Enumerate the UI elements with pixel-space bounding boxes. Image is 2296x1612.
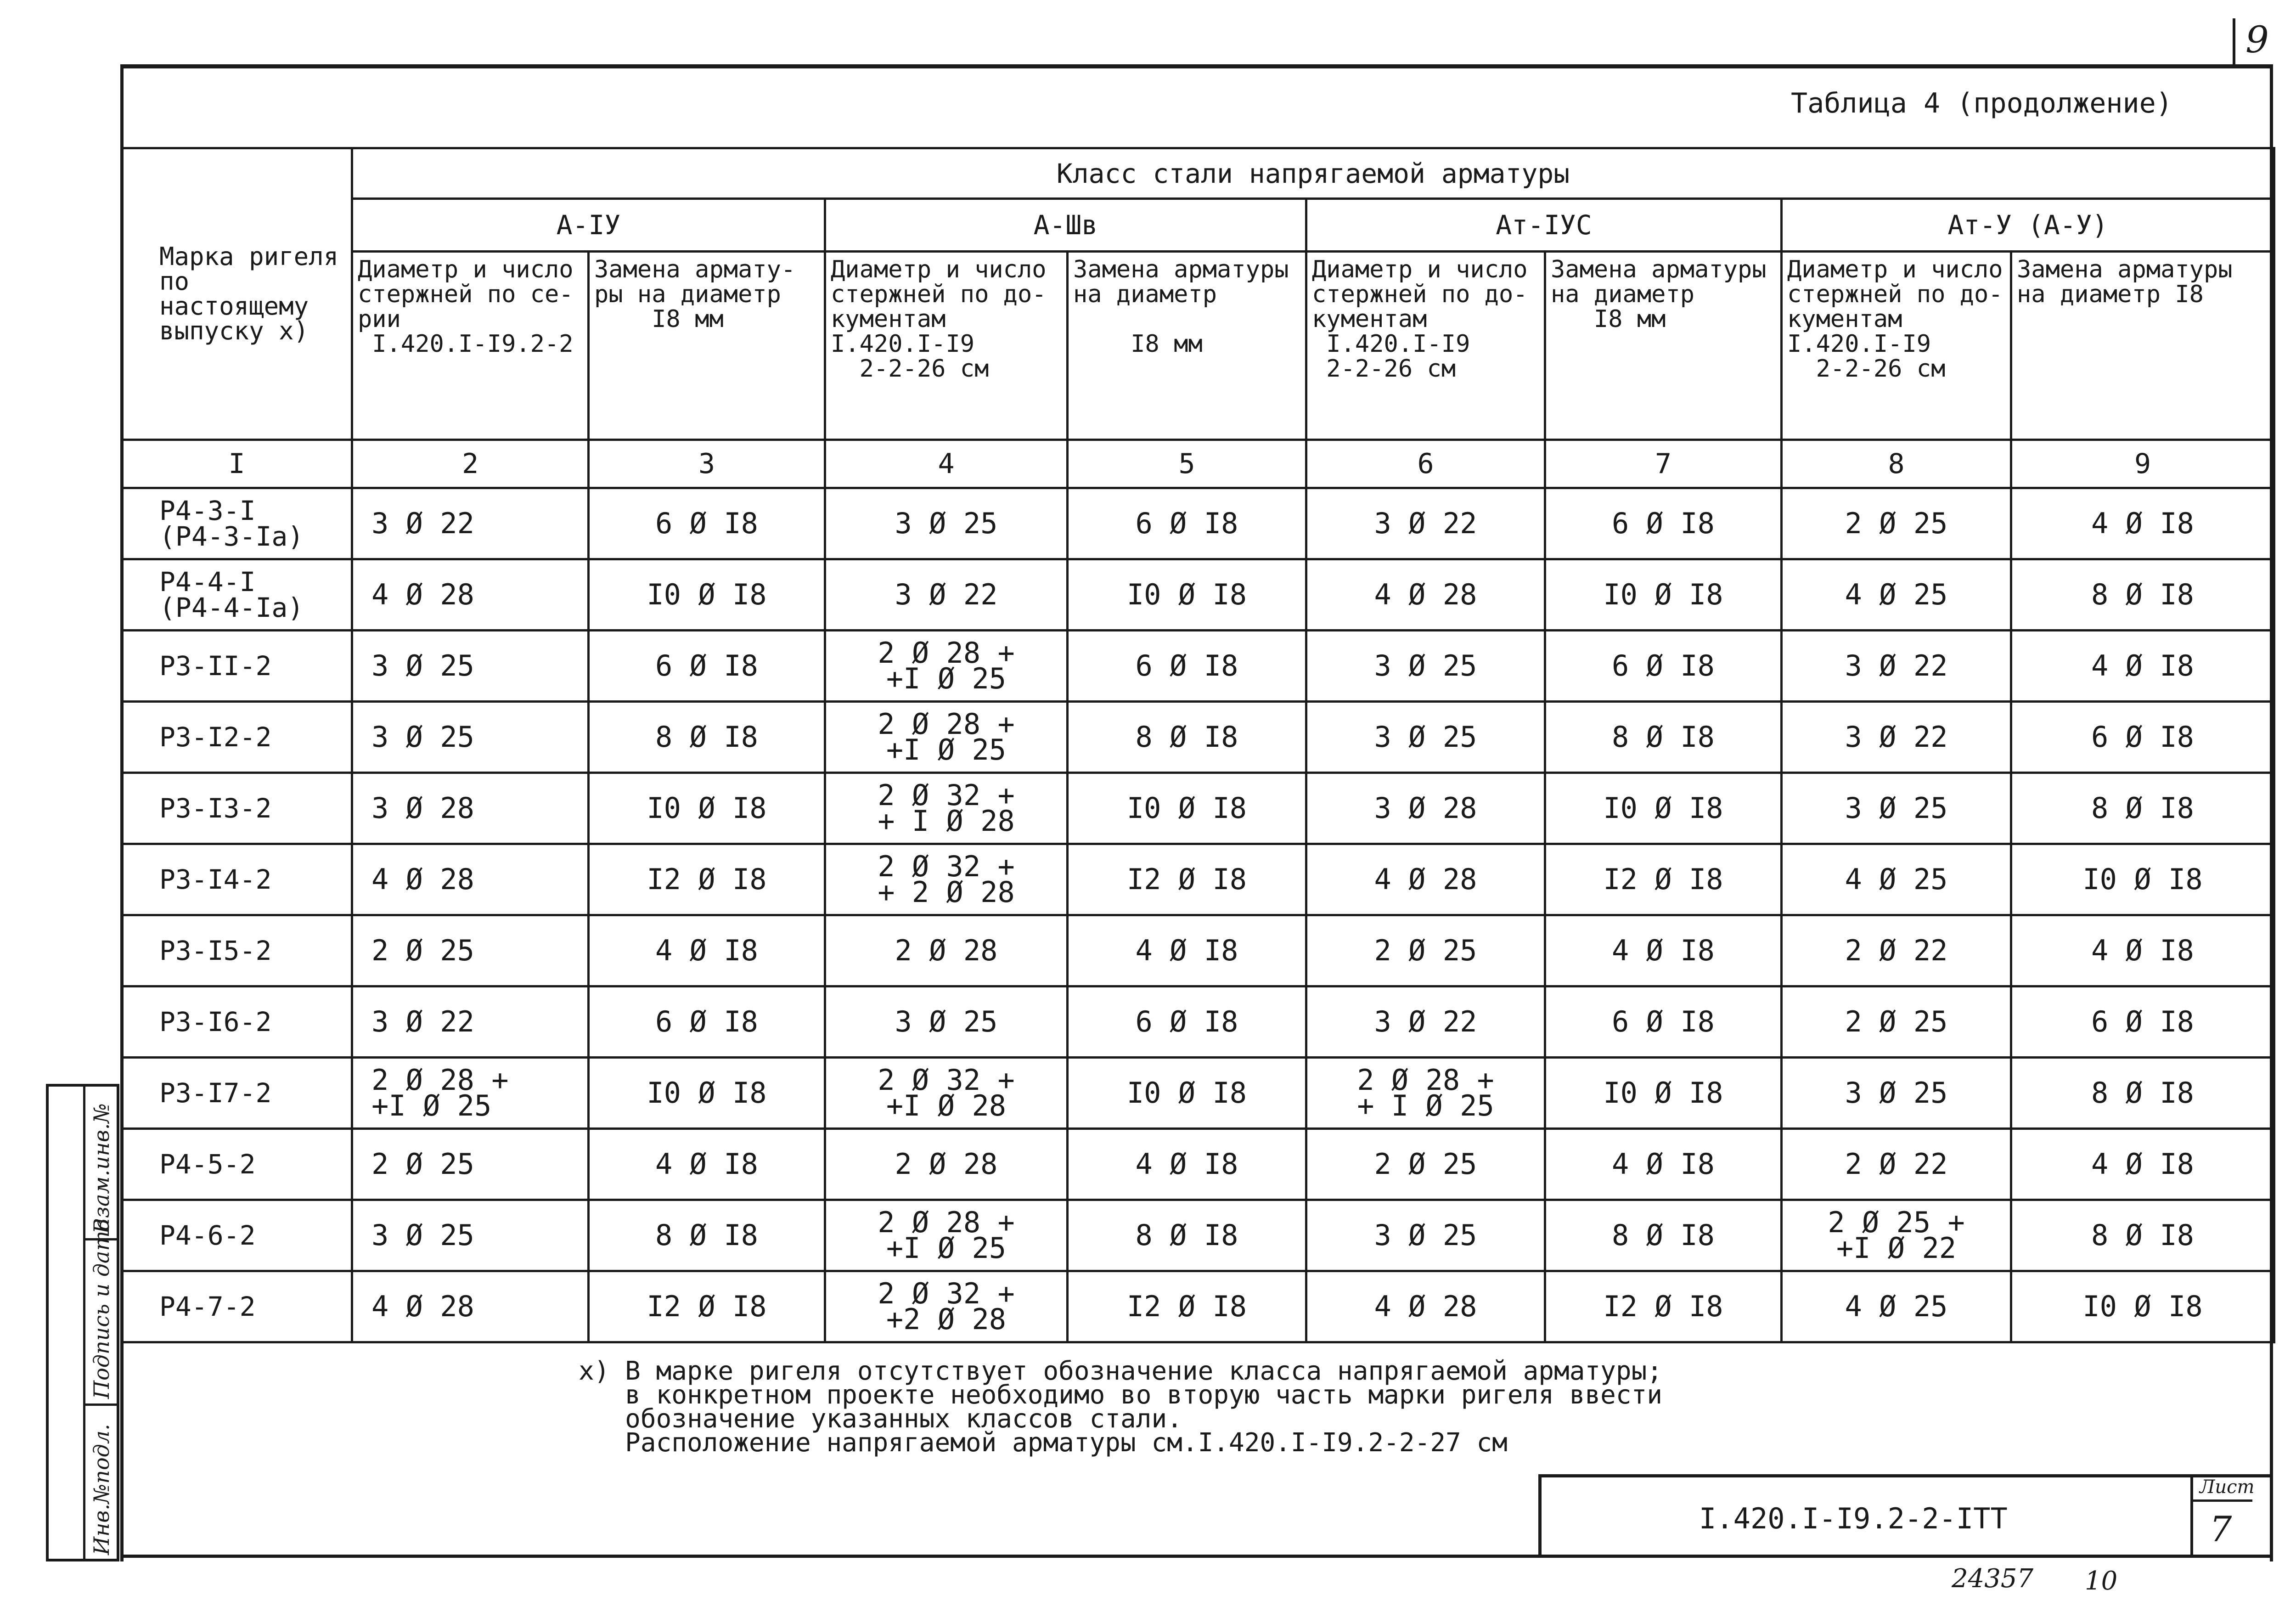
table-row bbox=[122, 915, 2274, 986]
table-cell: 2 Ø 25 bbox=[352, 1129, 589, 1200]
table-cell: I0 Ø I8 bbox=[589, 773, 825, 844]
table-cell: 2 Ø 25 bbox=[352, 915, 589, 986]
table-row bbox=[122, 1058, 2274, 1129]
row-mark: Р4-4-I (Р4-4-Iа) bbox=[122, 559, 352, 631]
table-cell: 3 Ø 28 bbox=[352, 773, 589, 844]
table-cell: 8 Ø I8 bbox=[1068, 1200, 1306, 1271]
table-cell: 6 Ø I8 bbox=[2011, 986, 2274, 1058]
table-cell: 4 Ø 25 bbox=[1782, 559, 2011, 631]
table-cell: 8 Ø I8 bbox=[2011, 773, 2274, 844]
table-cell: I2 Ø I8 bbox=[1068, 844, 1306, 915]
column-number: 7 bbox=[1545, 440, 1782, 488]
table-cell: 4 Ø 25 bbox=[1782, 1271, 2011, 1342]
table-cell: 2 Ø 25 bbox=[1306, 915, 1545, 986]
subheader-col-3: Замена армату- ры на диаметр I8 мм bbox=[589, 252, 825, 440]
table-cell: 3 Ø 22 bbox=[1306, 986, 1545, 1058]
row-mark: Р4-6-2 bbox=[122, 1200, 352, 1271]
table-row bbox=[122, 986, 2274, 1058]
table-cell: 3 Ø 22 bbox=[1306, 488, 1545, 559]
table-cell: 6 Ø I8 bbox=[589, 488, 825, 559]
table-cell: 2 Ø 28 + +I Ø 25 bbox=[825, 1200, 1068, 1271]
inv-no-label: Инв.№подл. bbox=[89, 1424, 114, 1555]
table-cell: 2 Ø 25 bbox=[1782, 986, 2011, 1058]
page-number-tick bbox=[2233, 18, 2235, 64]
table-cell: 3 Ø 22 bbox=[825, 559, 1068, 631]
table-cell: 3 Ø 22 bbox=[1782, 631, 2011, 702]
table-cell: 3 Ø 25 bbox=[1306, 702, 1545, 773]
side-stamp bbox=[46, 1084, 119, 1561]
subheader-col-8: Диаметр и число стержней по до- кументам I.420.I-I9 2-2-26 см bbox=[1782, 252, 2011, 440]
table-cell: 6 Ø I8 bbox=[1068, 631, 1306, 702]
replaced-inv-label: Взам.инв.№ bbox=[89, 1103, 114, 1234]
row-mark: Р3-II-2 bbox=[122, 631, 352, 702]
table-cell: 4 Ø 28 bbox=[1306, 844, 1545, 915]
steel-class-header: Класс стали напрягаемой арматуры bbox=[352, 148, 2274, 199]
table-cell: I0 Ø I8 bbox=[1068, 773, 1306, 844]
table-cell: 4 Ø I8 bbox=[1068, 1129, 1306, 1200]
row-mark: Р4-3-I (Р4-3-Iа) bbox=[122, 488, 352, 559]
table-cell: 2 Ø 32 + + 2 Ø 28 bbox=[825, 844, 1068, 915]
table-row bbox=[122, 1271, 2274, 1342]
bottom-border bbox=[120, 1555, 2273, 1558]
table-cell: 3 Ø 22 bbox=[352, 488, 589, 559]
row-mark: Р3-I6-2 bbox=[122, 986, 352, 1058]
subheader-col-9: Замена арматуры на диаметр I8 bbox=[2011, 252, 2274, 440]
table-cell: 4 Ø I8 bbox=[2011, 631, 2274, 702]
table-cell: 4 Ø 25 bbox=[1782, 844, 2011, 915]
table-cell: I0 Ø I8 bbox=[2011, 844, 2274, 915]
column-number: 2 bbox=[352, 440, 589, 488]
table-cell: 4 Ø I8 bbox=[1545, 915, 1782, 986]
table-cell: I0 Ø I8 bbox=[1545, 773, 1782, 844]
subheader-col-4: Диаметр и число стержней по до- кументам I.420.I-I9 2-2-26 см bbox=[825, 252, 1068, 440]
table-cell: 6 Ø I8 bbox=[2011, 702, 2274, 773]
document-code: I.420.I-I9.2-2-IТТ bbox=[1699, 1502, 2008, 1535]
table-row bbox=[122, 631, 2274, 702]
table-row bbox=[122, 1129, 2274, 1200]
subheader-col-7: Замена арматуры на диаметр I8 мм bbox=[1545, 252, 1782, 440]
table-cell: 3 Ø 25 bbox=[1782, 1058, 2011, 1129]
table-cell: 2 Ø 25 + +I Ø 22 bbox=[1782, 1200, 2011, 1271]
subheader-col-6: Диаметр и число стержней по до- кументам I.420.I-I9 2-2-26 см bbox=[1306, 252, 1545, 440]
table-cell: 4 Ø I8 bbox=[1068, 915, 1306, 986]
column-number: 6 bbox=[1306, 440, 1545, 488]
row-mark: Р3-I7-2 bbox=[122, 1058, 352, 1129]
table-cell: 4 Ø I8 bbox=[2011, 915, 2274, 986]
table-cell: 3 Ø 28 bbox=[1306, 773, 1545, 844]
table-cell: 6 Ø I8 bbox=[1545, 488, 1782, 559]
table-cell: 2 Ø 28 + + I Ø 25 bbox=[1306, 1058, 1545, 1129]
column-number-row bbox=[122, 440, 2274, 488]
table-cell: 3 Ø 25 bbox=[825, 488, 1068, 559]
table-cell: 3 Ø 25 bbox=[1782, 773, 2011, 844]
table-cell: 3 Ø 22 bbox=[352, 986, 589, 1058]
table-row bbox=[122, 488, 2274, 559]
column-number: 8 bbox=[1782, 440, 2011, 488]
table-cell: I2 Ø I8 bbox=[1545, 844, 1782, 915]
reinforcement-table bbox=[120, 147, 2275, 1343]
table-cell: I0 Ø I8 bbox=[1545, 1058, 1782, 1129]
mark-column-header: Марка ригеля по настоящему выпуску х) bbox=[122, 148, 352, 440]
column-number: 9 bbox=[2011, 440, 2274, 488]
table-cell: 4 Ø I8 bbox=[2011, 488, 2274, 559]
column-number: 3 bbox=[589, 440, 825, 488]
table-cell: 6 Ø I8 bbox=[589, 631, 825, 702]
table-cell: I0 Ø I8 bbox=[589, 559, 825, 631]
subheader-col-5: Замена арматуры на диаметр I8 мм bbox=[1068, 252, 1306, 440]
subheader-col-2: Диаметр и число стержней по се- рии I.420.I-I9.2-2 bbox=[352, 252, 589, 440]
table-cell: 3 Ø 22 bbox=[1782, 702, 2011, 773]
table-row bbox=[122, 844, 2274, 915]
archive-number: 24357 bbox=[1952, 1564, 2034, 1594]
sign-date-label: Подпись и дата bbox=[89, 1218, 114, 1399]
table-row bbox=[122, 1200, 2274, 1271]
sheet-label: Лист bbox=[2200, 1477, 2255, 1498]
side-stamp-divider bbox=[83, 1403, 117, 1406]
table-cell: I0 Ø I8 bbox=[1068, 559, 1306, 631]
table-cell: 3 Ø 25 bbox=[1306, 1200, 1545, 1271]
table-row bbox=[122, 559, 2274, 631]
table-caption: Таблица 4 (продолжение) bbox=[1791, 87, 2172, 119]
table-cell: 2 Ø 28 + +I Ø 25 bbox=[825, 631, 1068, 702]
row-mark: Р4-7-2 bbox=[122, 1271, 352, 1342]
table-cell: 2 Ø 25 bbox=[1306, 1129, 1545, 1200]
table-cell: I0 Ø I8 bbox=[2011, 1271, 2274, 1342]
table-cell: I2 Ø I8 bbox=[1545, 1271, 1782, 1342]
row-mark: Р3-I4-2 bbox=[122, 844, 352, 915]
table-cell: I0 Ø I8 bbox=[1545, 559, 1782, 631]
table-cell: 4 Ø 28 bbox=[352, 1271, 589, 1342]
table-cell: 4 Ø 28 bbox=[1306, 1271, 1545, 1342]
table-cell: 6 Ø I8 bbox=[1545, 986, 1782, 1058]
row-mark: Р3-I5-2 bbox=[122, 915, 352, 986]
table-cell: 2 Ø 22 bbox=[1782, 1129, 2011, 1200]
table-cell: 2 Ø 28 bbox=[825, 915, 1068, 986]
table-cell: 3 Ø 25 bbox=[352, 1200, 589, 1271]
page-number: 9 bbox=[2245, 18, 2269, 61]
steel-group-at-ivs: Ат-IУС bbox=[1306, 199, 1782, 252]
copy-number: 10 bbox=[2085, 1566, 2118, 1596]
row-mark: Р3-I3-2 bbox=[122, 773, 352, 844]
table-cell: 8 Ø I8 bbox=[2011, 1200, 2274, 1271]
table-cell: 2 Ø 28 bbox=[825, 1129, 1068, 1200]
footnote: х) В марке ригеля отсутствует обозначение класса напрягаемой арматуры; в конкретном проекте необходимо во вторую часть марки ригеля ввести обозначение указанных классов стали. Расположение напрягаемой арматуры см.I.420.I-I9.2-2-27 см bbox=[579, 1356, 1663, 1458]
table-cell: 3 Ø 25 bbox=[352, 702, 589, 773]
table-cell: 2 Ø 28 + +I Ø 25 bbox=[352, 1058, 589, 1129]
table-cell: 6 Ø I8 bbox=[1068, 488, 1306, 559]
row-mark: Р4-5-2 bbox=[122, 1129, 352, 1200]
table-cell: 4 Ø I8 bbox=[1545, 1129, 1782, 1200]
table-cell: 8 Ø I8 bbox=[589, 702, 825, 773]
sheet-number: 7 bbox=[2210, 1509, 2232, 1550]
column-number: I bbox=[122, 440, 352, 488]
table-cell: 6 Ø I8 bbox=[589, 986, 825, 1058]
table-cell: 4 Ø I8 bbox=[589, 1129, 825, 1200]
table-cell: 6 Ø I8 bbox=[1545, 631, 1782, 702]
table-cell: 8 Ø I8 bbox=[2011, 1058, 2274, 1129]
table-cell: 2 Ø 32 + +2 Ø 28 bbox=[825, 1271, 1068, 1342]
table-cell: 8 Ø I8 bbox=[1545, 702, 1782, 773]
table-cell: 8 Ø I8 bbox=[589, 1200, 825, 1271]
table-cell: 2 Ø 28 + +I Ø 25 bbox=[825, 702, 1068, 773]
column-number: 4 bbox=[825, 440, 1068, 488]
table-cell: 8 Ø I8 bbox=[1068, 702, 1306, 773]
table-cell: 4 Ø I8 bbox=[589, 915, 825, 986]
column-number: 5 bbox=[1068, 440, 1306, 488]
table-row bbox=[122, 702, 2274, 773]
table-cell: 8 Ø I8 bbox=[1545, 1200, 1782, 1271]
table-cell: I0 Ø I8 bbox=[589, 1058, 825, 1129]
table-cell: 8 Ø I8 bbox=[2011, 559, 2274, 631]
table-cell: 4 Ø 28 bbox=[352, 559, 589, 631]
table-cell: 6 Ø I8 bbox=[1068, 986, 1306, 1058]
sheet-box-divider bbox=[2193, 1499, 2252, 1502]
table-cell: I2 Ø I8 bbox=[589, 844, 825, 915]
table-cell: 4 Ø 28 bbox=[352, 844, 589, 915]
side-stamp-column bbox=[49, 1087, 85, 1559]
table-cell: I2 Ø I8 bbox=[1068, 1271, 1306, 1342]
steel-group-a-iv: А-IУ bbox=[352, 199, 825, 252]
table-cell: 2 Ø 25 bbox=[1782, 488, 2011, 559]
table-cell: 2 Ø 32 + +I Ø 28 bbox=[825, 1058, 1068, 1129]
table-row bbox=[122, 773, 2274, 844]
table-cell: 4 Ø I8 bbox=[2011, 1129, 2274, 1200]
steel-group-a-iiiv: А-Шв bbox=[825, 199, 1306, 252]
table-cell: 2 Ø 22 bbox=[1782, 915, 2011, 986]
steel-group-at-v: Ат-У (А-У) bbox=[1782, 199, 2274, 252]
table-cell: 3 Ø 25 bbox=[825, 986, 1068, 1058]
table-cell: I2 Ø I8 bbox=[589, 1271, 825, 1342]
table-cell: 3 Ø 25 bbox=[352, 631, 589, 702]
table-cell: 4 Ø 28 bbox=[1306, 559, 1545, 631]
row-mark: Р3-I2-2 bbox=[122, 702, 352, 773]
table-cell: I0 Ø I8 bbox=[1068, 1058, 1306, 1129]
table-cell: 3 Ø 25 bbox=[1306, 631, 1545, 702]
table-cell: 2 Ø 32 + + I Ø 28 bbox=[825, 773, 1068, 844]
